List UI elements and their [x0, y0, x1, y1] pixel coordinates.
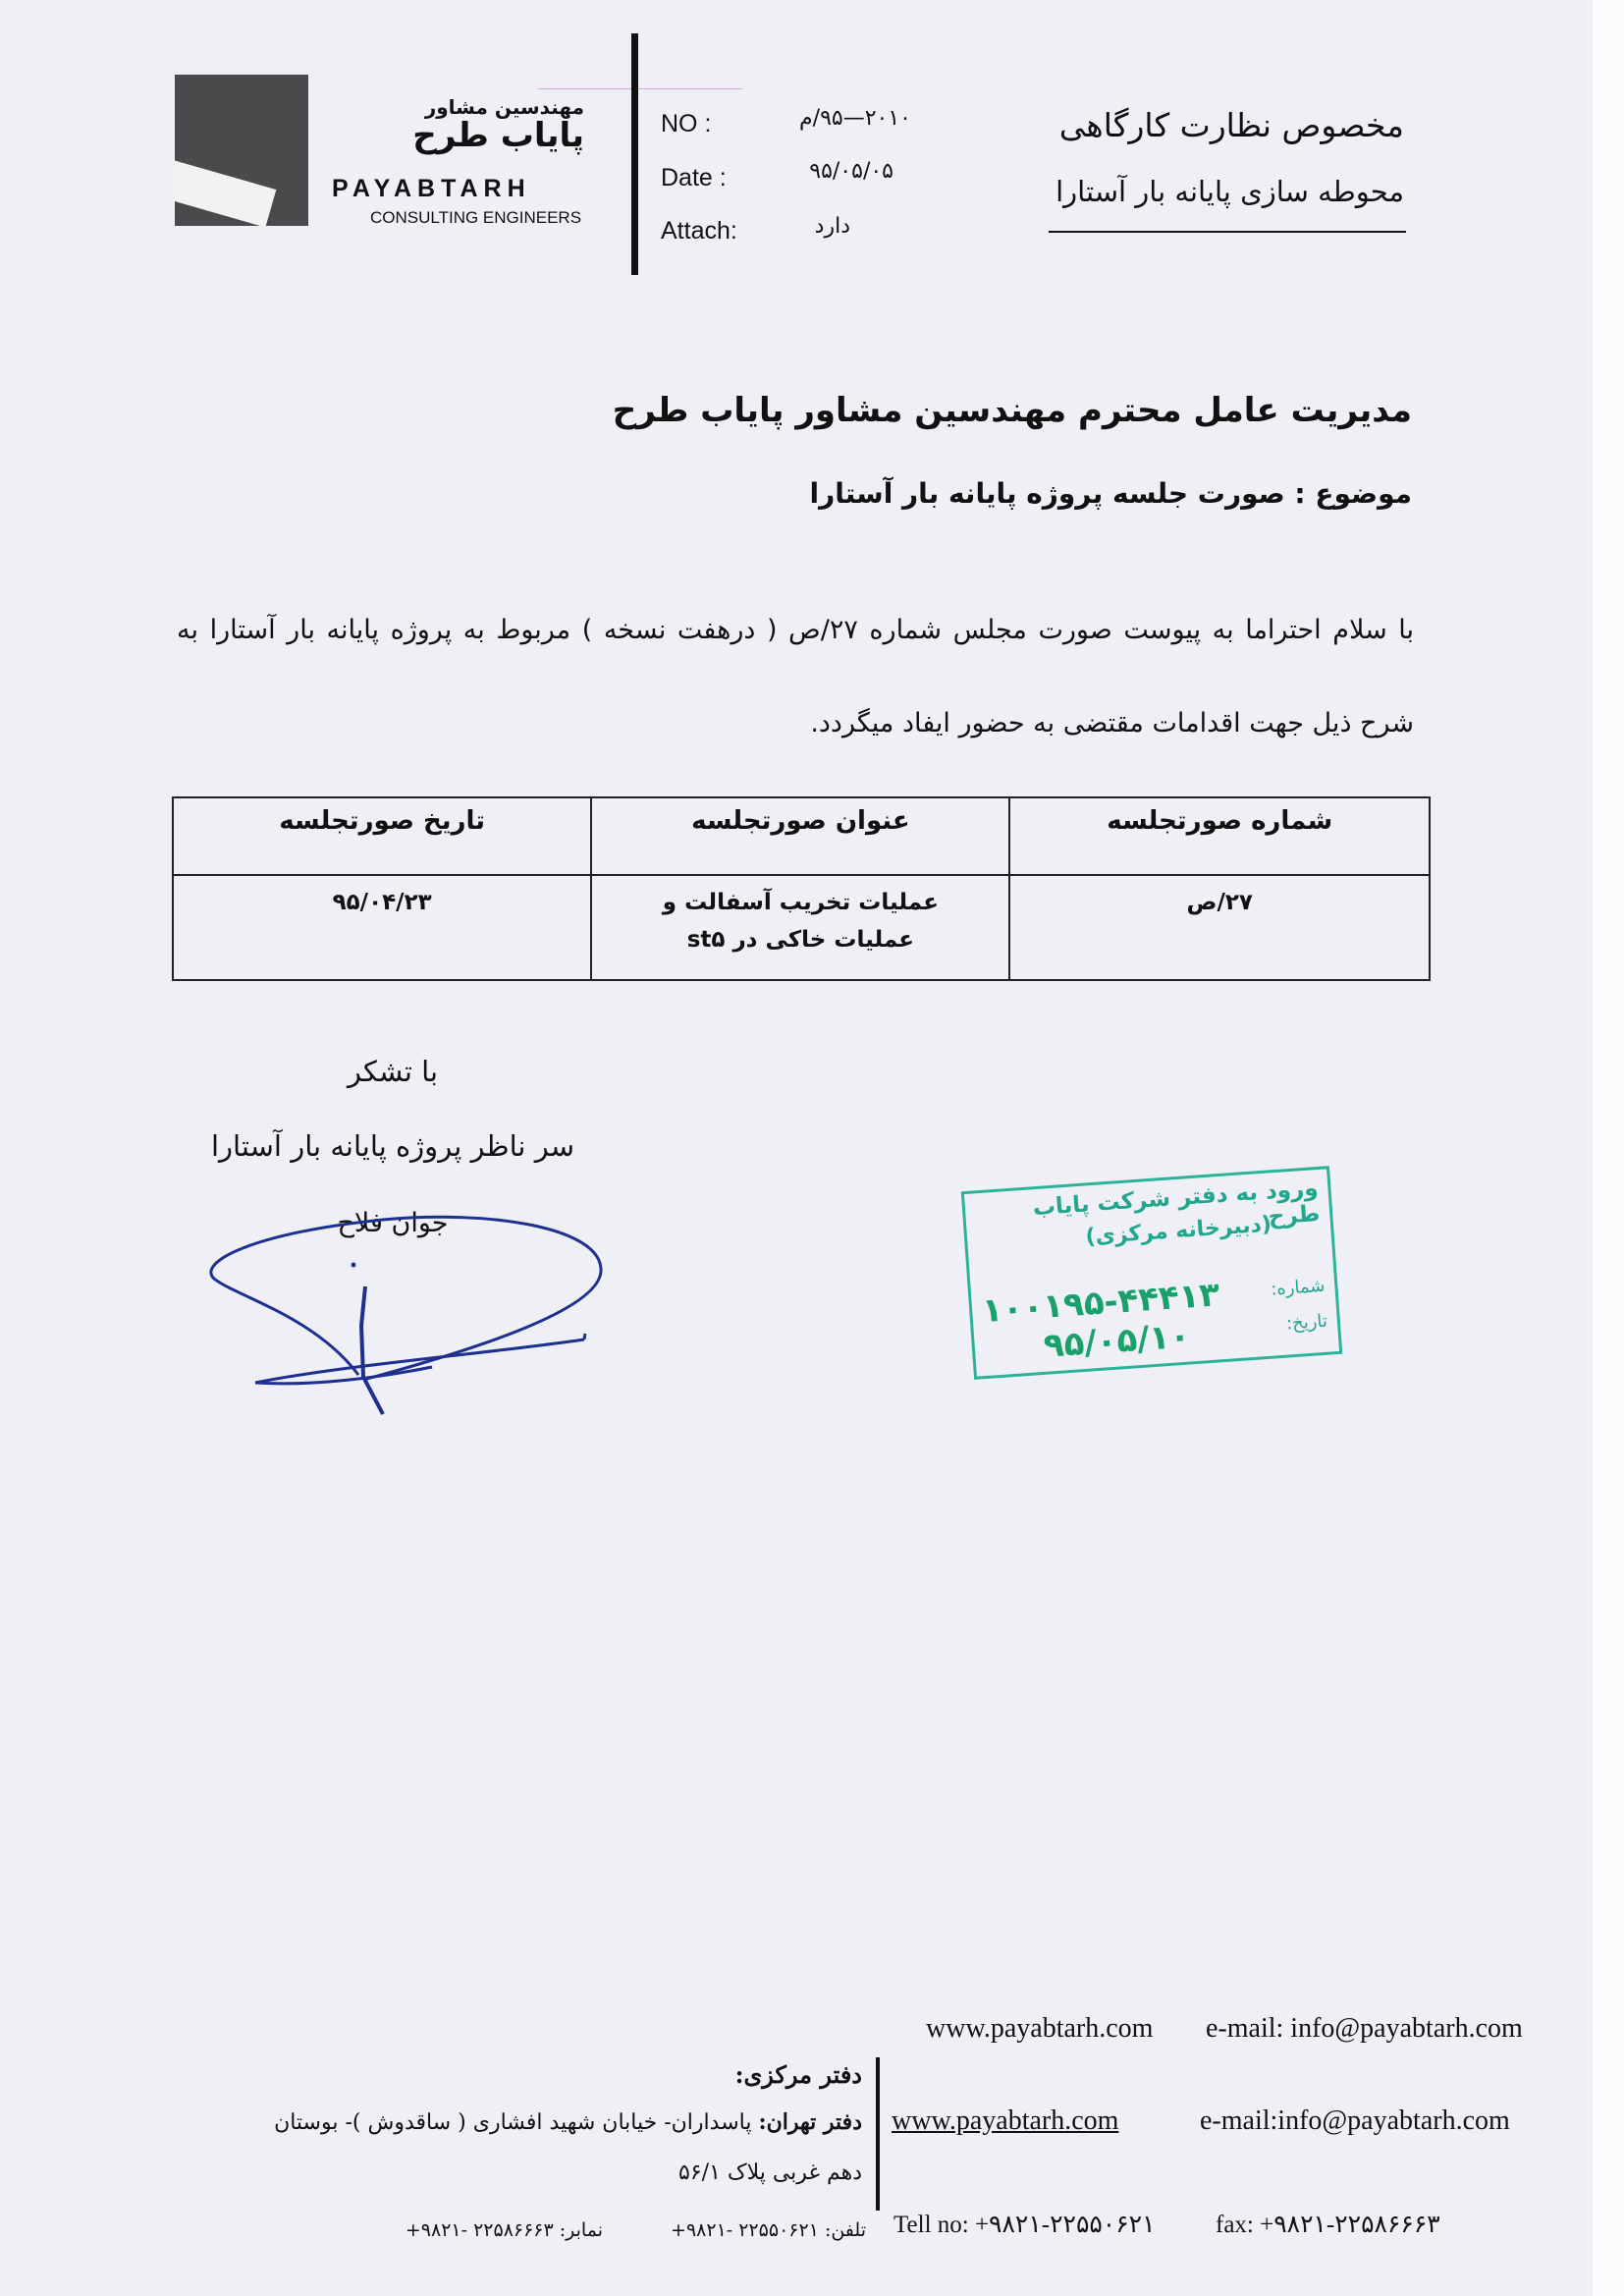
footer-tehran-label: دفتر تهران:	[758, 2109, 862, 2135]
header-project: محوطه سازی پایانه بار آستارا	[1056, 175, 1404, 208]
stamp-date-value: ۹۵/۰۵/۱۰	[1042, 1316, 1192, 1366]
stamp-subheading: (دبیرخانه مرکزی)	[1084, 1212, 1272, 1250]
addressee: مدیریت عامل محترم مهندسین مشاور پایاب طرح	[612, 391, 1412, 430]
header-title: مخصوص نظارت کارگاهی	[1058, 106, 1404, 144]
footer-divider	[876, 2057, 880, 2211]
signature	[196, 1208, 619, 1444]
table-header-row	[173, 797, 1430, 875]
signature-underline	[255, 1334, 585, 1384]
header-underline	[1049, 231, 1406, 233]
signature-dot	[352, 1263, 356, 1268]
footer-address-line2: دهم غربی پلاک ۵۶/۱	[678, 2160, 862, 2185]
date-label: Date :	[661, 164, 727, 191]
footer-email[interactable]: e-mail:info@payabtarh.com	[1200, 2105, 1510, 2136]
cell-title: عملیات تخریب آسفالت و عملیات خاکی در st۵	[591, 875, 1009, 980]
table-row	[173, 875, 1430, 980]
footer-office-title: دفتر مرکزی:	[734, 2060, 862, 2089]
attach-value: دارد	[814, 214, 850, 239]
scan-edge	[1593, 0, 1624, 2296]
footer-fax-en: fax: +۹۸۲۱-۲۲۵۸۶۶۶۳	[1216, 2212, 1440, 2238]
col-header-title: عنوان صورتجلسه	[591, 797, 1009, 875]
logo-en-subtitle: CONSULTING ENGINEERS	[370, 208, 582, 227]
header-rule	[538, 88, 742, 89]
no-label: NO :	[661, 110, 712, 137]
footer-fax-fa: نمابر: ۲۲۵۸۶۶۶۳ -۹۸۲۱+	[405, 2219, 603, 2241]
footer-phone-fa: تلفن: ۲۲۵۵۰۶۲۱ -۹۸۲۱+	[671, 2219, 866, 2241]
company-logo-mark	[175, 75, 308, 226]
no-value: ۲۰۱۰—۹۵/م	[799, 106, 911, 131]
signer-name: جوان فلاح	[337, 1208, 449, 1238]
col-header-date: تاریخ صورتجلسه	[173, 797, 591, 875]
logo-fa-subtitle: مهندسین مشاور	[424, 95, 584, 119]
signer-title: سر ناظر پروژه پایانه بار آستارا	[210, 1129, 574, 1163]
footer-tehran-address	[274, 2109, 862, 2135]
subject-line: موضوع : صورت جلسه پروژه پایانه بار آستارا	[809, 477, 1412, 510]
stamp-date-label: تاریخ:	[1285, 1310, 1328, 1335]
footer-email-top[interactable]: e-mail: info@payabtarh.com	[1206, 2013, 1523, 2044]
footer-website-top[interactable]: www.payabtarh.com	[926, 2013, 1154, 2044]
attach-label: Attach:	[661, 217, 737, 245]
logo-en-name: PAYABTARH	[332, 175, 531, 202]
closing-thanks: با تشکر	[347, 1055, 439, 1088]
logo-fa-name: پایاب طرح	[412, 116, 584, 155]
sessions-table	[172, 796, 1431, 981]
cell-number: ۲۷/ص	[1009, 875, 1430, 980]
stamp-number-label: شماره:	[1270, 1275, 1326, 1300]
cell-date: ۹۵/۰۴/۲۳	[173, 875, 591, 980]
footer-tehran-street: پاسداران- خیابان شهید افشاری ( ساقدوش )- بوستان	[274, 2110, 752, 2135]
stamp-number-value: ۱۰۰۱۹۵-۴۴۴۱۳	[980, 1275, 1221, 1332]
header-divider	[631, 33, 638, 275]
signature-loop	[211, 1217, 601, 1380]
footer-phone-en: Tell no: +۹۸۲۱-۲۲۵۵۰۶۲۱	[893, 2212, 1156, 2238]
letter-body: با سلام احتراما به پیوست صورت مجلس شماره ۲۷/ص ( درهفت نسخه ) مربوط به پروژه پایانه بار آستارا به شرح ذیل جهت اقدامات مقتضی به حضور ایفاد میگردد.	[177, 615, 1415, 738]
date-value: ۹۵/۰۵/۰۵	[809, 159, 893, 184]
receipt-stamp	[961, 1166, 1342, 1380]
logo-stripe	[175, 157, 276, 226]
footer-website-link[interactable]: www.payabtarh.com	[892, 2105, 1119, 2136]
col-header-number: شماره صورتجلسه	[1009, 797, 1430, 875]
stamp-heading: ورود به دفتر شرکت پایاب طرح	[1032, 1175, 1322, 1230]
signature-stroke	[361, 1286, 383, 1414]
